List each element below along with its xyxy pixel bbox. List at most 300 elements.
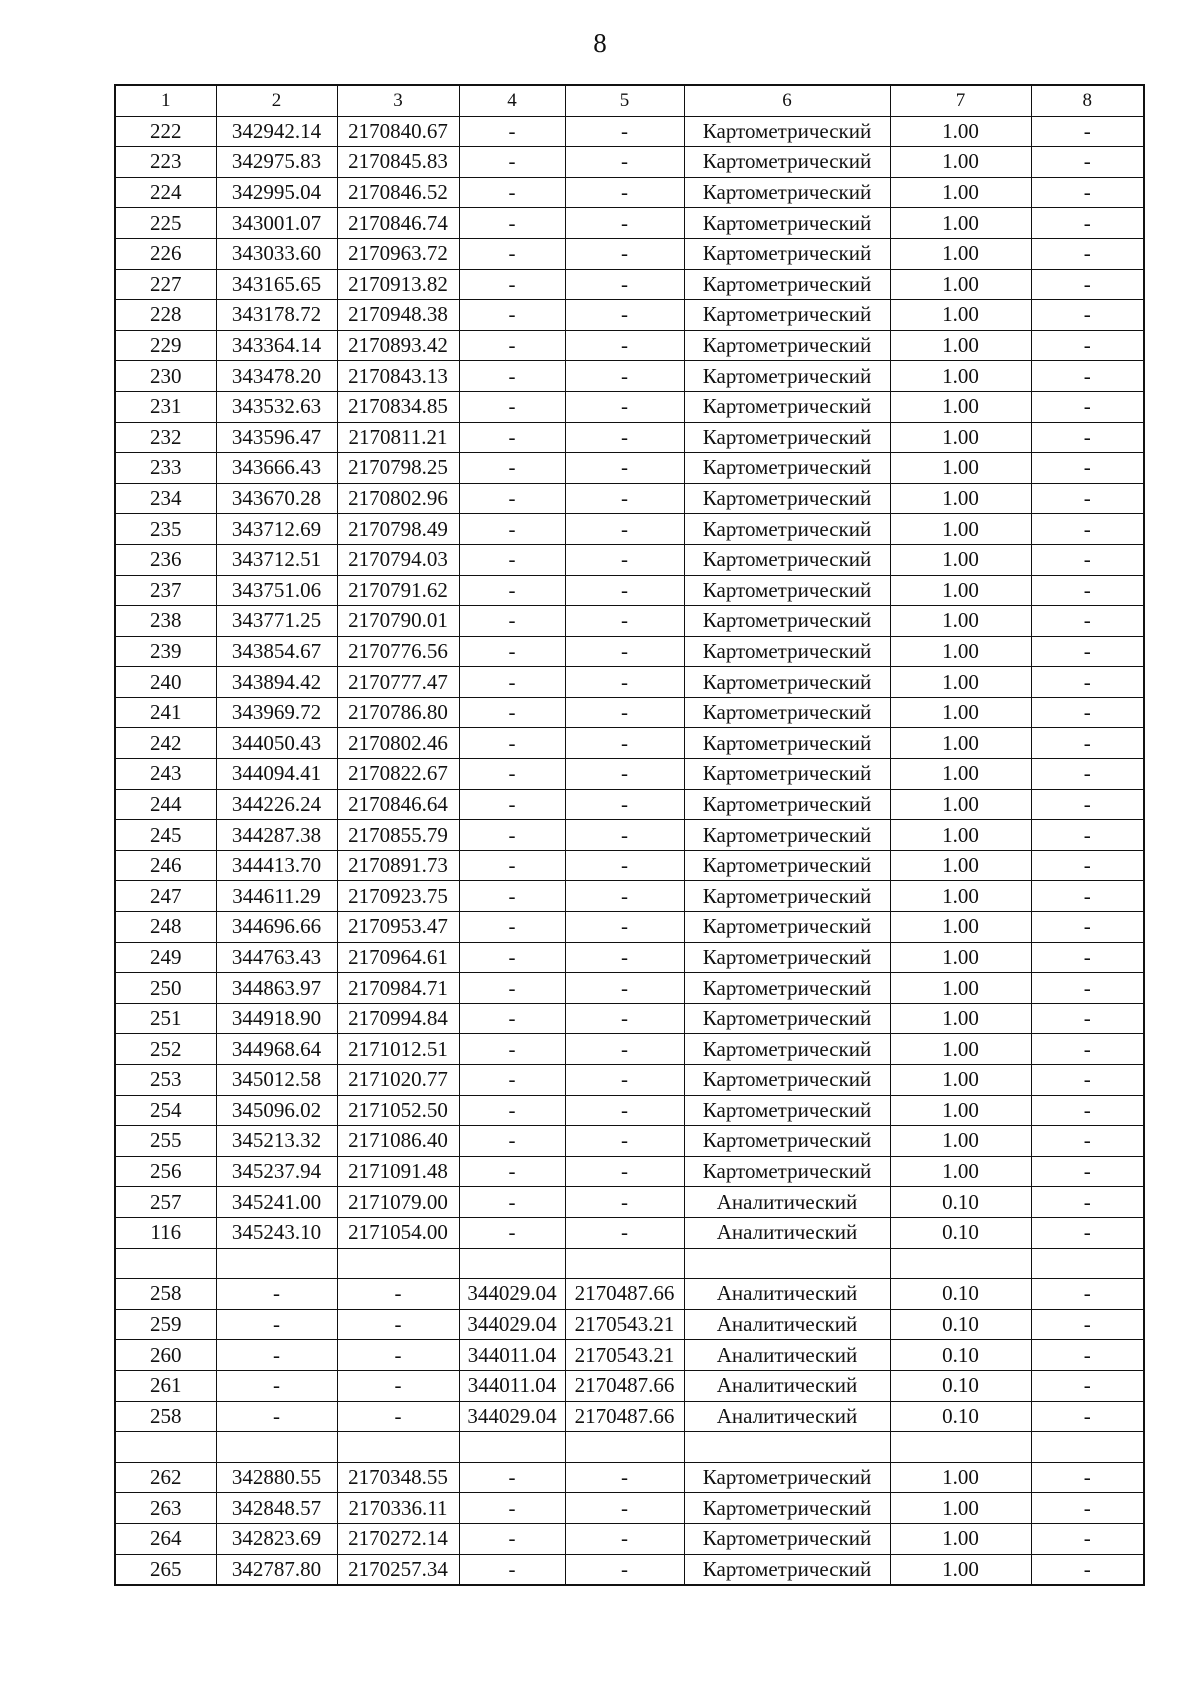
table-cell: 343165.65: [216, 269, 337, 300]
table-cell: 258: [115, 1401, 216, 1432]
table-cell: 343670.28: [216, 483, 337, 514]
table-cell: -: [1031, 1309, 1144, 1340]
column-header: 5: [565, 85, 684, 116]
table-cell: -: [565, 483, 684, 514]
table-cell: [115, 1248, 216, 1279]
table-cell: -: [459, 789, 565, 820]
table-cell: -: [459, 1095, 565, 1126]
table-cell: -: [216, 1401, 337, 1432]
table-cell: Картометрический: [684, 514, 890, 545]
table-cell: -: [565, 544, 684, 575]
table-cell: -: [459, 1034, 565, 1065]
table-row: [115, 850, 1144, 881]
table-cell: -: [459, 544, 565, 575]
table-cell: Картометрический: [684, 269, 890, 300]
table-cell: 224: [115, 177, 216, 208]
table-cell: -: [216, 1370, 337, 1401]
table-cell: Картометрический: [684, 667, 890, 698]
table-cell: 1.00: [890, 116, 1031, 147]
table-cell: -: [1031, 544, 1144, 575]
table-row: [115, 728, 1144, 759]
table-cell: -: [565, 1554, 684, 1585]
table-cell: Картометрический: [684, 606, 890, 637]
table-cell: 343854.67: [216, 636, 337, 667]
table-cell: -: [565, 1493, 684, 1524]
table-cell: -: [1031, 759, 1144, 790]
table-cell: 343969.72: [216, 697, 337, 728]
table-cell: [216, 1432, 337, 1463]
table-cell: Картометрический: [684, 1554, 890, 1585]
table-row: [115, 422, 1144, 453]
table-cell: 1.00: [890, 238, 1031, 269]
table-cell: 248: [115, 912, 216, 943]
table-cell: -: [459, 912, 565, 943]
table-cell: 342848.57: [216, 1493, 337, 1524]
table-cell: -: [459, 850, 565, 881]
table-cell: 344011.04: [459, 1370, 565, 1401]
table-cell: 232: [115, 422, 216, 453]
table-cell: -: [1031, 1126, 1144, 1157]
table-cell: -: [565, 1034, 684, 1065]
table-cell: -: [1031, 1523, 1144, 1554]
table-cell: -: [565, 881, 684, 912]
table-cell: -: [459, 330, 565, 361]
table-cell: -: [459, 1554, 565, 1585]
table-cell: 2170843.13: [337, 361, 459, 392]
table-cell: 2170487.66: [565, 1401, 684, 1432]
table-cell: 257: [115, 1187, 216, 1218]
table-cell: 344968.64: [216, 1034, 337, 1065]
table-cell: 242: [115, 728, 216, 759]
table-cell: -: [1031, 514, 1144, 545]
table-cell: -: [337, 1309, 459, 1340]
table-cell: 1.00: [890, 1034, 1031, 1065]
table-cell: -: [1031, 1156, 1144, 1187]
table-cell: 235: [115, 514, 216, 545]
table-cell: -: [565, 177, 684, 208]
table-cell: 1.00: [890, 881, 1031, 912]
table-cell: 2170948.38: [337, 300, 459, 331]
table-cell: 343478.20: [216, 361, 337, 392]
table-cell: 343894.42: [216, 667, 337, 698]
table-cell: -: [565, 667, 684, 698]
table-cell: -: [1031, 208, 1144, 239]
table-cell: 1.00: [890, 606, 1031, 637]
table-cell: Картометрический: [684, 453, 890, 484]
table-cell: -: [1031, 1034, 1144, 1065]
table-cell: -: [1031, 269, 1144, 300]
table-cell: Картометрический: [684, 208, 890, 239]
table-cell: 0.10: [890, 1370, 1031, 1401]
table-cell: 1.00: [890, 575, 1031, 606]
table-row: [115, 147, 1144, 178]
table-cell: 344029.04: [459, 1309, 565, 1340]
table-cell: Картометрический: [684, 330, 890, 361]
table-cell: 260: [115, 1340, 216, 1371]
table-cell: -: [459, 606, 565, 637]
table-cell: 255: [115, 1126, 216, 1157]
table-cell: [890, 1432, 1031, 1463]
table-cell: Картометрический: [684, 942, 890, 973]
table-cell: 2170834.85: [337, 391, 459, 422]
table-row: [115, 116, 1144, 147]
table-cell: -: [1031, 422, 1144, 453]
table-cell: 344094.41: [216, 759, 337, 790]
table-cell: -: [1031, 820, 1144, 851]
table-cell: 2170543.21: [565, 1309, 684, 1340]
table-cell: -: [459, 483, 565, 514]
table-cell: [890, 1248, 1031, 1279]
table-cell: -: [565, 147, 684, 178]
table-cell: Аналитический: [684, 1340, 890, 1371]
table-cell: 1.00: [890, 789, 1031, 820]
table-row: [115, 361, 1144, 392]
table-cell: -: [459, 514, 565, 545]
table-cell: [1031, 1432, 1144, 1463]
table-cell: -: [565, 575, 684, 606]
table-cell: Картометрический: [684, 422, 890, 453]
table-row: [115, 575, 1144, 606]
table-row: [115, 1248, 1144, 1279]
table-cell: 344029.04: [459, 1401, 565, 1432]
table-row: [115, 1217, 1144, 1248]
table-cell: -: [459, 575, 565, 606]
table-cell: 1.00: [890, 667, 1031, 698]
table-cell: 2170923.75: [337, 881, 459, 912]
table-cell: 344611.29: [216, 881, 337, 912]
table-cell: -: [565, 973, 684, 1004]
table-cell: 1.00: [890, 483, 1031, 514]
table-cell: -: [459, 1493, 565, 1524]
table-cell: 1.00: [890, 1156, 1031, 1187]
table-cell: -: [459, 1003, 565, 1034]
table-cell: 2170487.66: [565, 1279, 684, 1310]
table-cell: -: [565, 1095, 684, 1126]
table-cell: -: [565, 759, 684, 790]
table-cell: Картометрический: [684, 1065, 890, 1096]
table-cell: 344226.24: [216, 789, 337, 820]
table-cell: -: [565, 1523, 684, 1554]
table-cell: 247: [115, 881, 216, 912]
table-row: [115, 1095, 1144, 1126]
table-cell: 2170893.42: [337, 330, 459, 361]
table-cell: -: [459, 300, 565, 331]
table-cell: -: [337, 1340, 459, 1371]
table-cell: 1.00: [890, 330, 1031, 361]
table-cell: 116: [115, 1217, 216, 1248]
table-cell: [565, 1248, 684, 1279]
table-cell: Картометрический: [684, 575, 890, 606]
table-cell: 259: [115, 1309, 216, 1340]
table-cell: 0.10: [890, 1340, 1031, 1371]
table-cell: 2170845.83: [337, 147, 459, 178]
table-cell: Картометрический: [684, 820, 890, 851]
table-cell: -: [1031, 728, 1144, 759]
table-cell: -: [565, 391, 684, 422]
table-cell: 1.00: [890, 728, 1031, 759]
table-cell: 245: [115, 820, 216, 851]
table-cell: -: [565, 1187, 684, 1218]
table-cell: -: [337, 1370, 459, 1401]
table-row: [115, 820, 1144, 851]
table-row: [115, 759, 1144, 790]
table-cell: 2170336.11: [337, 1493, 459, 1524]
table-cell: -: [1031, 1279, 1144, 1310]
table-cell: -: [1031, 1187, 1144, 1218]
table-cell: 2170994.84: [337, 1003, 459, 1034]
table-cell: -: [565, 942, 684, 973]
table-row: [115, 606, 1144, 637]
table-cell: 241: [115, 697, 216, 728]
table-cell: -: [1031, 881, 1144, 912]
table-cell: -: [565, 238, 684, 269]
table-cell: 344011.04: [459, 1340, 565, 1371]
table-cell: -: [1031, 453, 1144, 484]
table-cell: Картометрический: [684, 973, 890, 1004]
table-cell: -: [459, 177, 565, 208]
table-cell: -: [459, 697, 565, 728]
table-cell: 228: [115, 300, 216, 331]
table-cell: 223: [115, 147, 216, 178]
table-cell: 261: [115, 1370, 216, 1401]
table-cell: -: [1031, 238, 1144, 269]
table-row: [115, 1462, 1144, 1493]
table-cell: -: [1031, 116, 1144, 147]
table-cell: 1.00: [890, 208, 1031, 239]
column-header: 7: [890, 85, 1031, 116]
table-cell: -: [565, 422, 684, 453]
table-cell: Аналитический: [684, 1309, 890, 1340]
column-header: 1: [115, 85, 216, 116]
table-row: [115, 1554, 1144, 1585]
table-row: [115, 1034, 1144, 1065]
table-cell: -: [565, 606, 684, 637]
table-cell: 343001.07: [216, 208, 337, 239]
table-row: [115, 881, 1144, 912]
table-cell: Аналитический: [684, 1279, 890, 1310]
table-cell: -: [459, 667, 565, 698]
table-cell: Картометрический: [684, 147, 890, 178]
table-cell: -: [1031, 330, 1144, 361]
table-cell: 2170790.01: [337, 606, 459, 637]
table-cell: 1.00: [890, 391, 1031, 422]
table-cell: -: [1031, 575, 1144, 606]
table-cell: -: [565, 697, 684, 728]
table-cell: 1.00: [890, 636, 1031, 667]
table-cell: Картометрический: [684, 177, 890, 208]
table-cell: 254: [115, 1095, 216, 1126]
table-row: [115, 1065, 1144, 1096]
table-cell: 240: [115, 667, 216, 698]
table-cell: 342787.80: [216, 1554, 337, 1585]
table-cell: 265: [115, 1554, 216, 1585]
table-cell: -: [565, 269, 684, 300]
table-cell: -: [565, 116, 684, 147]
table-cell: 244: [115, 789, 216, 820]
table-row: [115, 1370, 1144, 1401]
table-cell: -: [459, 1065, 565, 1096]
table-cell: 1.00: [890, 850, 1031, 881]
table-cell: 343596.47: [216, 422, 337, 453]
table-cell: 1.00: [890, 544, 1031, 575]
table-cell: 2170891.73: [337, 850, 459, 881]
table-cell: -: [459, 453, 565, 484]
table-cell: 1.00: [890, 1095, 1031, 1126]
table-row: [115, 269, 1144, 300]
table-cell: -: [459, 1217, 565, 1248]
table-cell: 1.00: [890, 147, 1031, 178]
table-row: [115, 697, 1144, 728]
table-row: [115, 1126, 1144, 1157]
table-cell: -: [459, 238, 565, 269]
table-cell: 246: [115, 850, 216, 881]
table-cell: 1.00: [890, 912, 1031, 943]
table-cell: 343532.63: [216, 391, 337, 422]
table-row: [115, 1309, 1144, 1340]
table-cell: -: [1031, 1401, 1144, 1432]
table-cell: -: [1031, 300, 1144, 331]
table-cell: 1.00: [890, 697, 1031, 728]
table-cell: 0.10: [890, 1401, 1031, 1432]
table-cell: 2171091.48: [337, 1156, 459, 1187]
table-row: [115, 789, 1144, 820]
table-cell: 1.00: [890, 361, 1031, 392]
table-cell: 342880.55: [216, 1462, 337, 1493]
table-cell: -: [459, 942, 565, 973]
table-cell: 227: [115, 269, 216, 300]
column-header: 8: [1031, 85, 1144, 116]
table-cell: 344763.43: [216, 942, 337, 973]
table-cell: [216, 1248, 337, 1279]
table-cell: 1.00: [890, 514, 1031, 545]
table-cell: 342823.69: [216, 1523, 337, 1554]
column-header: 6: [684, 85, 890, 116]
table-cell: -: [459, 1156, 565, 1187]
table-cell: [459, 1248, 565, 1279]
table-cell: -: [459, 1187, 565, 1218]
table-cell: 1.00: [890, 300, 1031, 331]
table-cell: Аналитический: [684, 1401, 890, 1432]
table-cell: 345012.58: [216, 1065, 337, 1096]
table-row: [115, 1156, 1144, 1187]
table-cell: 239: [115, 636, 216, 667]
table-cell: -: [1031, 1340, 1144, 1371]
table-cell: -: [459, 208, 565, 239]
table-cell: 1.00: [890, 973, 1031, 1004]
table-row: [115, 667, 1144, 698]
table-cell: 2170272.14: [337, 1523, 459, 1554]
table-cell: Картометрический: [684, 1462, 890, 1493]
table-cell: Картометрический: [684, 544, 890, 575]
table-cell: 230: [115, 361, 216, 392]
table-cell: 344696.66: [216, 912, 337, 943]
table-cell: -: [216, 1279, 337, 1310]
table-header-row: [115, 85, 1144, 116]
table-cell: -: [1031, 942, 1144, 973]
table-cell: 1.00: [890, 1126, 1031, 1157]
table-cell: 1.00: [890, 177, 1031, 208]
table-cell: [684, 1432, 890, 1463]
table-cell: -: [1031, 1217, 1144, 1248]
table-cell: 2170798.25: [337, 453, 459, 484]
table-cell: 249: [115, 942, 216, 973]
table-row: [115, 514, 1144, 545]
table-cell: 342942.14: [216, 116, 337, 147]
table-cell: -: [459, 636, 565, 667]
table-cell: 343712.51: [216, 544, 337, 575]
table-cell: Аналитический: [684, 1187, 890, 1218]
table-cell: Картометрический: [684, 300, 890, 331]
table-cell: 0.10: [890, 1217, 1031, 1248]
table-cell: -: [459, 116, 565, 147]
table-cell: Картометрический: [684, 1095, 890, 1126]
table-cell: -: [459, 391, 565, 422]
table-cell: -: [565, 1003, 684, 1034]
table-row: [115, 1279, 1144, 1310]
table-cell: 237: [115, 575, 216, 606]
table-row: [115, 483, 1144, 514]
table-cell: -: [1031, 1462, 1144, 1493]
table-cell: 1.00: [890, 422, 1031, 453]
table-cell: -: [459, 973, 565, 1004]
table-cell: 343771.25: [216, 606, 337, 637]
table-cell: -: [459, 759, 565, 790]
table-cell: 344029.04: [459, 1279, 565, 1310]
table-cell: Картометрический: [684, 636, 890, 667]
table-cell: 2170802.96: [337, 483, 459, 514]
table-cell: -: [565, 1217, 684, 1248]
table-row: [115, 208, 1144, 239]
table-cell: 2170798.49: [337, 514, 459, 545]
table-cell: Картометрический: [684, 881, 890, 912]
table-cell: Картометрический: [684, 116, 890, 147]
table-cell: -: [565, 728, 684, 759]
table-cell: Аналитический: [684, 1217, 890, 1248]
table-cell: 231: [115, 391, 216, 422]
table-row: [115, 973, 1144, 1004]
table-cell: 236: [115, 544, 216, 575]
table-cell: 2170963.72: [337, 238, 459, 269]
table-cell: 1.00: [890, 1003, 1031, 1034]
table-cell: 2170777.47: [337, 667, 459, 698]
table-row: [115, 330, 1144, 361]
table-cell: Картометрический: [684, 789, 890, 820]
table-cell: 2170257.34: [337, 1554, 459, 1585]
table-cell: 2170846.52: [337, 177, 459, 208]
table-cell: -: [565, 1156, 684, 1187]
table-cell: 2170348.55: [337, 1462, 459, 1493]
table-cell: -: [565, 208, 684, 239]
table-row: [115, 1523, 1144, 1554]
table-cell: -: [1031, 391, 1144, 422]
table-cell: 2170802.46: [337, 728, 459, 759]
table-row: [115, 238, 1144, 269]
table-cell: Картометрический: [684, 483, 890, 514]
table-cell: 2171020.77: [337, 1065, 459, 1096]
table-cell: -: [565, 820, 684, 851]
table-cell: 1.00: [890, 1554, 1031, 1585]
table-cell: 1.00: [890, 1462, 1031, 1493]
table-cell: -: [565, 330, 684, 361]
table-cell: -: [459, 147, 565, 178]
table-body: [115, 116, 1144, 1585]
table-cell: 1.00: [890, 942, 1031, 973]
table-cell: -: [459, 361, 565, 392]
table-cell: -: [1031, 147, 1144, 178]
table-cell: -: [459, 881, 565, 912]
table-cell: Картометрический: [684, 759, 890, 790]
table-cell: 1.00: [890, 453, 1031, 484]
